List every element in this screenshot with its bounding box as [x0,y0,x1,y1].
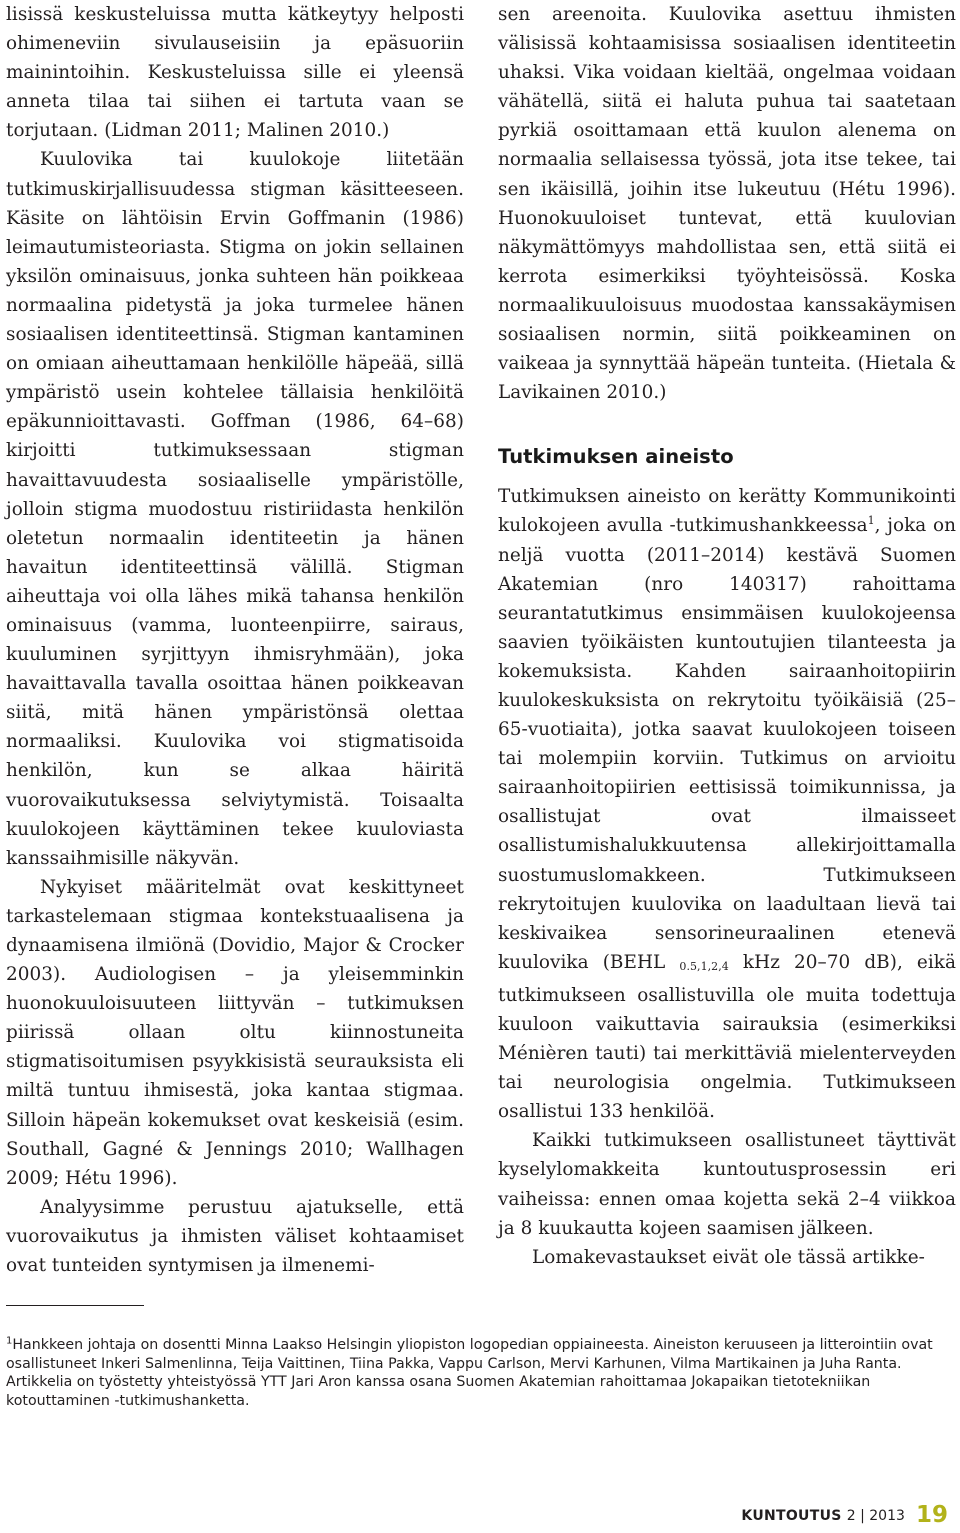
footnote-reference[interactable]: 1 [867,514,875,528]
journal-name: KUNTOUTUS [741,1508,842,1524]
text-run: , joka on neljä vuotta (2011–2014) kestävä Suomen Akatemian (nro 140317) rahoittama seurantatutkimus ensimmäisen kuulokojeensa saavien työikäisten kuntoutujien tilanteesta ja kokemuksista. Kahden sairaanhoitopiirin kuulokeskuksista on rekrytoitu työikäisiä (25–65-vuotiaita), jotka saavat kuulokojeen toiseen tai molempiin korviin. Tutkimus on arvioitu sairaanhoitopiirien eettisissä toimikunnissa, ja osallistujat ovat ilmaisseet osallistumishalukkuutensa allekirjoittamalla suostumuslomakkeen. Tutkimukseen rekrytoitujen kuulovika on laadultaan lievä tai keskivaikea sensorineuraalinen etenevä kuulovika (BEHL [498,515,956,973]
section-heading: Tutkimuksen aineisto [498,445,734,469]
left-column [6,0,464,1280]
paragraph-1: lisissä keskusteluissa mutta kätkeytyy helposti ohimeneviin sivulauseisiin ja epäsuoriin mainintoihin. Keskusteluissa sille ei yleensä anneta tilaa tai siihen ei tartuta vaan se torjutaan. (Lidman 2011; Malinen 2010.) [6,4,464,142]
paragraph-continued: sen areenoita. Kuulovika asettuu ihmisten välisissä kohtaamisissa sosiaalisen identiteetin uhaksi. Vika voidaan kieltää, ongelmaa voidaan vähätellä, siitä ei haluta puhua tai saatetaan pyrkiä osoittamaan että kuulon alenema on normaalia sellaisessa työssä, jota itse tekee, tai sen ikäisillä, joihin itse lukeutuu (Hétu 1996). Huonokuuloiset tuntevat, että kuulovian näkymättömyys mahdollistaa sen, että siitä ei kerrota esimerkiksi työyhteisössä. Koska normaalikuuloisuus muodostaa kanssakäymisen sosiaalisen normin, siitä poikkeaminen on vaikeaa ja synnyttää häpeän tunteita. (Hietala & Lavikainen 2010.) [498,4,956,404]
paragraph-2: Kuulovika tai kuulokoje liitetään tutkimuskirjallisuudessa stigman käsitteeseen. Käsite on lähtöisin Ervin Goffmanin (1986) leimautumisteoriasta. Stigma on jokin sellainen yksilön ominaisuus, jonka suhteen hän poikkeaa normaalina pidetystä ja joka turmelee hänen sosiaalisen identiteettinsä. Stigman kantaminen on omiaan aiheuttamaan henkilölle häpeää, sillä ympäristö usein kohtelee tällaisia henkilöitä epäkunnioittavasti. Goffman (1986, 64–68) kirjoitti tutkimuksessaan stigman havaittavuudesta sosiaaliselle ympäristölle, jolloin stigma muodostuu ristiriidasta henkilön oletetun normaalin identiteetin ja hänen havaitun identiteettinsä välillä. Stigman aiheuttaja voi olla lähes mikä tahansa henkilön ominaisuus (vamma, luonteenpiirre, sairaus, kuuluminen syrjittyyn ihmisryhmään), joka havaittavalla tavalla osoittaa hänen poikkeavan siitä, mitä hänen ympäristönsä olettaa normaaliksi. Kuulovika voi stigmatisoida henkilön, kun se alkaa häiritä vuorovaikutuksessa selviytymistä. Toisaalta kuulokojeen käyttäminen tekee kuuloviasta kanssaihmisille näkyvän. [6,149,464,869]
footnote [6,1336,946,1410]
text-run: Tutkimuksen aineisto on kerätty Kommunikointi kulokojeen avulla -tutkimushankkeessa [498,486,956,537]
paragraph-last: Lomakevastaukset eivät ole tässä artikke- [532,1246,925,1268]
page-footer [741,1502,948,1528]
paragraph-4: Analyysimme perustuu ajatukselle, että vuorovaikutus ja ihmisten väliset kohtaamiset ovat tunteiden syntymisen ja ilmenemi- [6,1196,464,1277]
right-column [498,0,956,1272]
issue-label: 2 | 2013 [846,1508,905,1524]
footnote-text: Hankkeen johtaja on dosentti Minna Laakso Helsingin yliopiston logopedian oppiaineesta. Aineiston keruuseen ja litterointiin ovat osallistuneet Inkeri Salmenlinna, Teija Vaittinen, Tiina Pakka, Vappu Carlson, Mervi Karhunen, Vilma Martikainen ja Juha Ranta. Artikkelia on työstetty yhteistyössä YTT Jari Aron kanssa osana Suomen Akatemian rahoittamaa Jokapaikan tietotekniikan kotouttaminen -tutkimushanketta. [6,1337,933,1409]
footnote-divider [6,1305,144,1306]
footnote-marker: 1 [6,1335,13,1347]
page-number: 19 [915,1502,948,1528]
paragraph-questionnaires: Kaikki tutkimukseen osallistuneet täyttivät kyselylomakkeita kuntoutusprosessin eri vaiheissa: ennen omaa kojetta sekä 2–4 viikkoa ja 8 kuukautta kojeen saamisen jälkeen. [498,1130,956,1239]
text-run: kHz 20–70 dB), eikä tutkimukseen osallistuvilla ole muita todettuja kuuloon vaikuttavia sairauksia (esimerkiksi Ménièren tauti) tai merkittäviä mielenterveyden tai neurologisia ongelmia. Tutkimukseen osallistui 133 henkilöä. [498,951,956,1123]
paragraph-data [498,482,956,1126]
frequency-subscript: 0.5,1,2,4 [679,959,729,973]
paragraph-3: Nykyiset määritelmät ovat keskittyneet tarkastelemaan stigmaa kontekstuaalisena ja dynaamisena ilmiönä (Dovidio, Major & Crocker 2003). Audiologisen – ja yleisemminkin huonokuuloisuuteen liittyvän – tutkimuksen piirissä ollaan oltu kiinnostuneita stigmatisoitumisen psyykkisistä seurauksista eli miltä tuntuu ihmisestä, joka kantaa stigmaa. Silloin häpeän kokemukset ovat keskeisiä (esim. Southall, Gagné & Jennings 2010; Wallhagen 2009; Hétu 1996). [6,876,464,1189]
